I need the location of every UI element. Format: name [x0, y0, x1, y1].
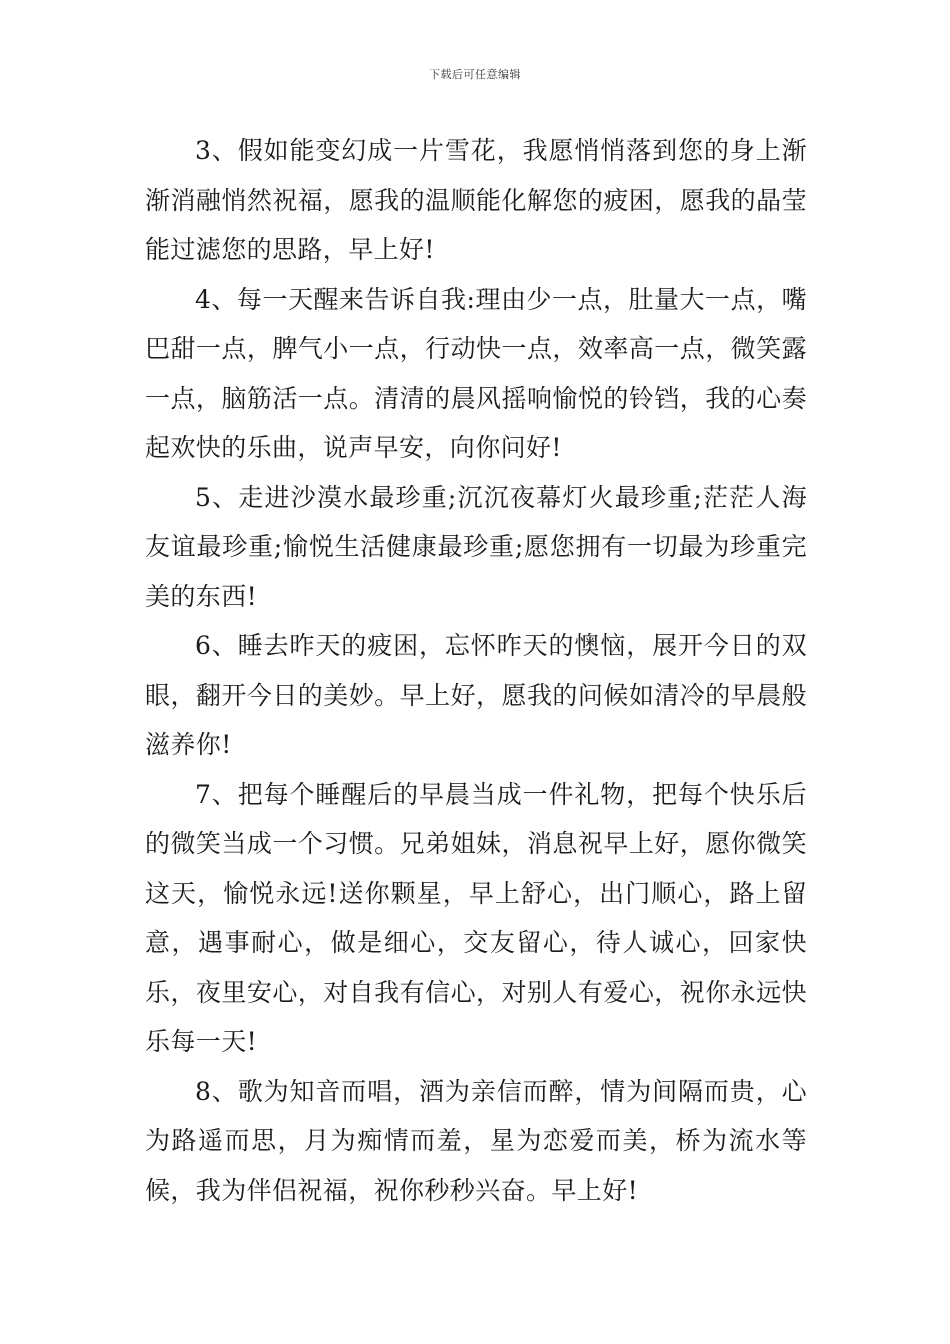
paragraph-5: 5、走进沙漠水最珍重;沉沉夜幕灯火最珍重;茫茫人海友谊最珍重;愉悦生活健康最珍重;愿您拥有一切最为珍重完美的东西! — [145, 482, 807, 611]
paragraph-6: 6、睡去昨天的疲困，忘怀昨天的懊恼，展开今日的双眼，翻开今日的美妙。早上好，愿我的问候如清冷的早晨般滋养你! — [145, 631, 807, 759]
document-body — [145, 126, 807, 1215]
page-header-note: 下载后可任意编辑 — [429, 68, 521, 81]
paragraph-8: 8、歌为知音而唱，酒为亲信而醉，情为间隔而贵，心为路遥而思，月为痴情而羞，星为恋爱而美，桥为流水等候，我为伴侣祝福，祝你秒秒兴奋。早上好! — [145, 1076, 807, 1205]
paragraph-4: 4、每一天醒来告诉自我:理由少一点，肚量大一点，嘴巴甜一点，脾气小一点，行动快一点，效率高一点，微笑露一点，脑筋活一点。清清的晨风摇响愉悦的铃铛，我的心奏起欢快的乐曲，说声早安，向你问好! — [145, 284, 807, 462]
paragraph-7: 7、把每个睡醒后的早晨当成一件礼物，把每个快乐后的微笑当成一个习惯。兄弟姐妹，消息祝早上好，愿你微笑这天，愉悦永远!送你颗星，早上舒心，出门顺心，路上留意，遇事耐心，做是细心，交友留心，待人诚心，回家快乐，夜里安心，对自我有信心，对别人有爱心，祝你永远快乐每一天! — [145, 779, 807, 1056]
paragraph-3: 3、假如能变幻成一片雪花，我愿悄悄落到您的身上渐渐消融悄然祝福，愿我的温顺能化解您的疲困，愿我的晶莹能过滤您的思路，早上好! — [145, 136, 807, 264]
